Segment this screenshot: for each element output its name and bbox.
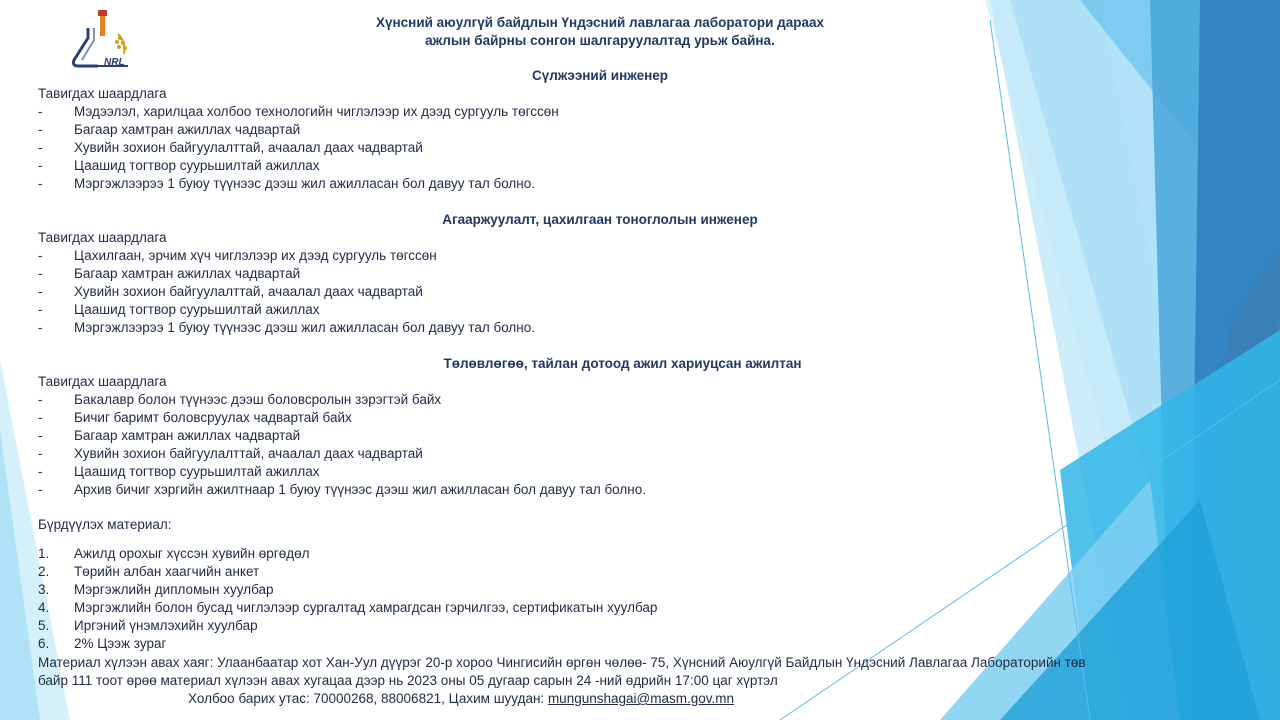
address-line-1: Материал хүлээн авах хаяг: Улаанбаатар хот Хан-Уул дүүрэг 20-р хороо Чингисийн өргөн чөлөө- 75, Хүнсний Аюулгүй Байдлын Үндэсний Лавлагаа Лабораторийн төв <box>38 655 1086 670</box>
position-1-req-label: Тавигдах шаардлага <box>38 86 167 101</box>
list-item: - Цаашид тогтвор суурьшилтай ажиллах <box>38 464 320 479</box>
address-text <box>38 654 1158 690</box>
logo-text: NRL <box>104 57 125 68</box>
position-3-req-label: Тавигдах шаардлага <box>38 374 167 389</box>
list-item: - Багаар хамтран ажиллах чадвартай <box>38 266 301 281</box>
position-1-block <box>38 85 559 193</box>
list-item: 6. 2% Цээж зураг <box>38 636 167 651</box>
position-3-block <box>38 373 646 499</box>
list-item: - Багаар хамтран ажиллах чадвартай <box>38 428 301 443</box>
address-line-2: байр 111 тоот өрөө материал хүлээн авах хугацаа дээр нь 2023 оны 05 дугаар сарын 24 -ний өдрийн 17:00 цаг хүртэл <box>38 673 778 688</box>
list-item: - Хувийн зохион байгуулалттай, ачаалал даах чадвартай <box>38 446 423 461</box>
email-link[interactable]: mungunshagai@masm.gov.mn <box>547 691 734 706</box>
position-3-title: Төлөвлөгөө, тайлан дотоод ажил хариуцсан ажилтан <box>443 356 802 371</box>
position-2-req-label: Тавигдах шаардлага <box>38 230 167 245</box>
list-item: 5. Иргэний үнэмлэхийн хуулбар <box>38 618 258 633</box>
list-item: 3. Мэргэжлийн дипломын хуулбар <box>38 582 274 597</box>
contact-line <box>188 690 734 708</box>
list-item: - Бакалавр болон түүнээс дээш боловсролын зэрэгтэй байх <box>38 392 442 407</box>
list-item: - Цаашид тогтвор суурьшилтай ажиллах <box>38 302 320 317</box>
page-header <box>300 14 900 50</box>
list-item: 2. Төрийн албан хаагчийн анкет <box>38 564 260 579</box>
list-item: - Архив бичиг хэргийн ажилтнаар 1 буюу түүнээс дээш жил ажилласан бол давуу тал болно. <box>38 482 646 497</box>
materials-list <box>38 545 657 653</box>
list-item: - Мэргэжлээрээ 1 буюу түүнээс дээш жил ажилласан бол давуу тал болно. <box>38 320 535 335</box>
list-item: - Мэдээлэл, харилцаа холбоо технологийн чиглэлээр их дээд сургууль төгссөн <box>38 104 559 119</box>
header-line-2: ажлын байрны сонгон шалгаруулалтад урьж байна. <box>425 33 775 48</box>
nrl-flask-logo-icon <box>68 8 138 74</box>
header-line-1: Хүнсний аюулгүй байдлын Үндэсний лавлагаа лаборатори дараах <box>376 15 824 30</box>
position-1-title: Сүлжээний инженер <box>531 68 669 83</box>
list-item: - Бичиг баримт боловсруулах чадвартай байх <box>38 410 352 425</box>
position-2-block <box>38 229 535 337</box>
position-2-title: Агааржуулалт, цахилгаан тоноглолын инженер <box>442 212 758 227</box>
list-item: - Цаашид тогтвор суурьшилтай ажиллах <box>38 158 320 173</box>
materials-label: Бүрдүүлэх материал: <box>38 517 172 532</box>
list-item: - Багаар хамтран ажиллах чадвартай <box>38 122 301 137</box>
list-item: - Мэргэжлээрээ 1 буюу түүнээс дээш жил ажилласан бол давуу тал болно. <box>38 176 535 191</box>
list-item: - Хувийн зохион байгуулалттай, ачаалал даах чадвартай <box>38 284 423 299</box>
list-item: - Хувийн зохион байгуулалттай, ачаалал даах чадвартай <box>38 140 423 155</box>
list-item: 1. Ажилд орохыг хүссэн хувийн өргөдөл <box>38 546 310 561</box>
contact-phone-text: Холбоо барих утас: 70000268, 88006821, Цахим шуудан: <box>188 691 548 706</box>
list-item: 4. Мэргэжлийн болон бусад чиглэлээр сургалтад хамрагдсан гэрчилгээ, сертификатын хуулбар <box>38 600 658 615</box>
list-item: - Цахилгаан, эрчим хүч чиглэлээр их дээд сургууль төгссөн <box>38 248 437 263</box>
